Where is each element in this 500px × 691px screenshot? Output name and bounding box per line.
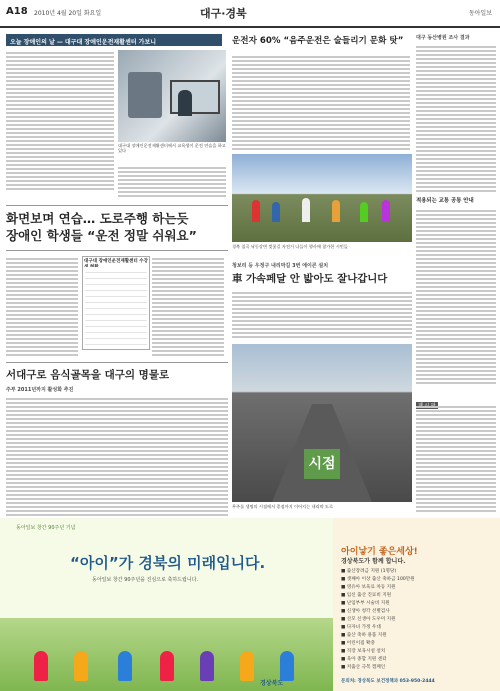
bicycle-event-photo <box>232 154 412 242</box>
ad-list-item: ■ 셋째아 이상 출산 축하금 100만원 <box>341 577 415 582</box>
page-number: A18 <box>6 6 28 17</box>
ad-left <box>0 518 333 691</box>
photo-caption-3: 무주를 생명의 시점에서 종점까지 이어지는 내리막 도로 <box>232 504 334 509</box>
ad-right-title: 아이낳기 좋은세상! <box>341 547 418 557</box>
ad-list-item: ■ 저출산 극복 캠페인 <box>341 665 386 670</box>
article-body-6 <box>232 54 410 150</box>
ad-list-item: ■ 육아 종합 지원 센터 <box>341 657 387 662</box>
main-headline-box <box>6 205 228 251</box>
ad-right-panel <box>333 518 500 691</box>
photo-caption: 대구대 장애인운전재활센터에서 교육생이 운전 연습을 하고 있다 <box>118 143 226 153</box>
stats-table-title: 대구대 장애인운전재활센터 수강 <box>84 259 148 264</box>
ad-banner <box>0 518 500 691</box>
ad-list-item: ■ 출산 축하 용품 지원 <box>341 633 387 638</box>
ad-list-item: ■ 직장 보육시설 설치 <box>341 649 386 654</box>
ad-org: 경상북도 <box>260 680 284 687</box>
ad-list-item: ■ 어린이집 확충 <box>341 641 375 646</box>
right-col-body-3 <box>416 404 496 514</box>
article-body-2 <box>118 165 226 199</box>
ad-slogan: “아이”가 경북의 미래입니다. <box>70 554 266 572</box>
main-headline: 화면보며 연습… 도로주행 하는듯 장애인 학생들 “운전 정말 쉬워요” <box>6 211 197 243</box>
article-body <box>6 50 114 198</box>
right-col-title: 적용되는 교통 공통 안내 <box>416 198 474 204</box>
top-right-headline: 운전자 60% “음주운전은 술들리기 문화 탓” <box>232 36 404 46</box>
mid-left-headline-box <box>6 362 228 383</box>
mid-center-headline-box <box>232 270 412 288</box>
right-col-body <box>416 44 496 194</box>
page-date: 2010년 4월 20일 화요일 <box>34 10 102 17</box>
right-col-tag: 대구 동산병원 조사 결과 <box>416 35 470 41</box>
ad-list-item: ■ 산모 신생아 도우미 지원 <box>341 617 396 622</box>
mid-left-headline: 서대구로 음식골목을 대구의 명물로 <box>6 369 170 381</box>
ad-list-item: ■ 신생아 청각 선별검사 <box>341 609 390 614</box>
driving-photo <box>118 50 226 142</box>
article-body-7 <box>232 290 412 340</box>
kicker-bar <box>6 34 222 46</box>
ad-slogan-small: 동아일보 창간 90주년 기념 <box>16 525 76 531</box>
ad-sub: 동아일보 창간 90주년을 진심으로 축하드립니다. <box>92 577 199 583</box>
right-col-body-2 <box>416 208 496 388</box>
ad-list-item: ■ 난임부부 시술비 지원 <box>341 601 390 606</box>
article-body-3 <box>6 256 78 356</box>
publisher-name: 동아일보 <box>468 10 492 17</box>
notice-box-title <box>416 392 496 402</box>
kicker-text: 오늘 장애인의 날 — 대구대 장애인운전재활센터 가보니 <box>10 39 157 46</box>
ad-footer: 문의처: 경상북도 보건정책과 053-950-2444 <box>341 679 435 684</box>
ad-item-list <box>341 568 491 672</box>
ad-list-item: ■ 다자녀 가정 우대 <box>341 625 381 630</box>
ad-list-item: ■ 임신 출산 진료비 지원 <box>341 593 392 598</box>
photo-caption-2: 경북 칠곡 낙동강변 벚꽃길 자전거 나들이 행사에 참가한 시민들 <box>232 244 348 249</box>
article-body-4 <box>152 256 224 356</box>
mid-left-sub: 주부 2011년까지 활성화 추진 <box>6 387 74 393</box>
road-photo: 시점 <box>232 344 412 502</box>
stats-table <box>82 256 150 350</box>
article-body-5 <box>6 396 228 516</box>
mid-center-headline: 車 가속페달 안 밟아도 잘나갑니다 <box>232 273 388 285</box>
ad-list-item: ■ 영유아 보육료 차등 지원 <box>341 585 396 590</box>
ad-right-sub: 경상북도가 함께 합니다. <box>341 558 406 565</box>
page-header <box>0 0 500 28</box>
top-right-headline-box <box>232 34 412 52</box>
mid-center-sub: 청보리 등 우정구 내리막길 3번 에이콘 설치 <box>232 263 329 269</box>
section-title: 대구·경북 <box>200 7 247 20</box>
ad-list-item: ■ 출산장려금 지원 (1명당) <box>341 569 397 574</box>
